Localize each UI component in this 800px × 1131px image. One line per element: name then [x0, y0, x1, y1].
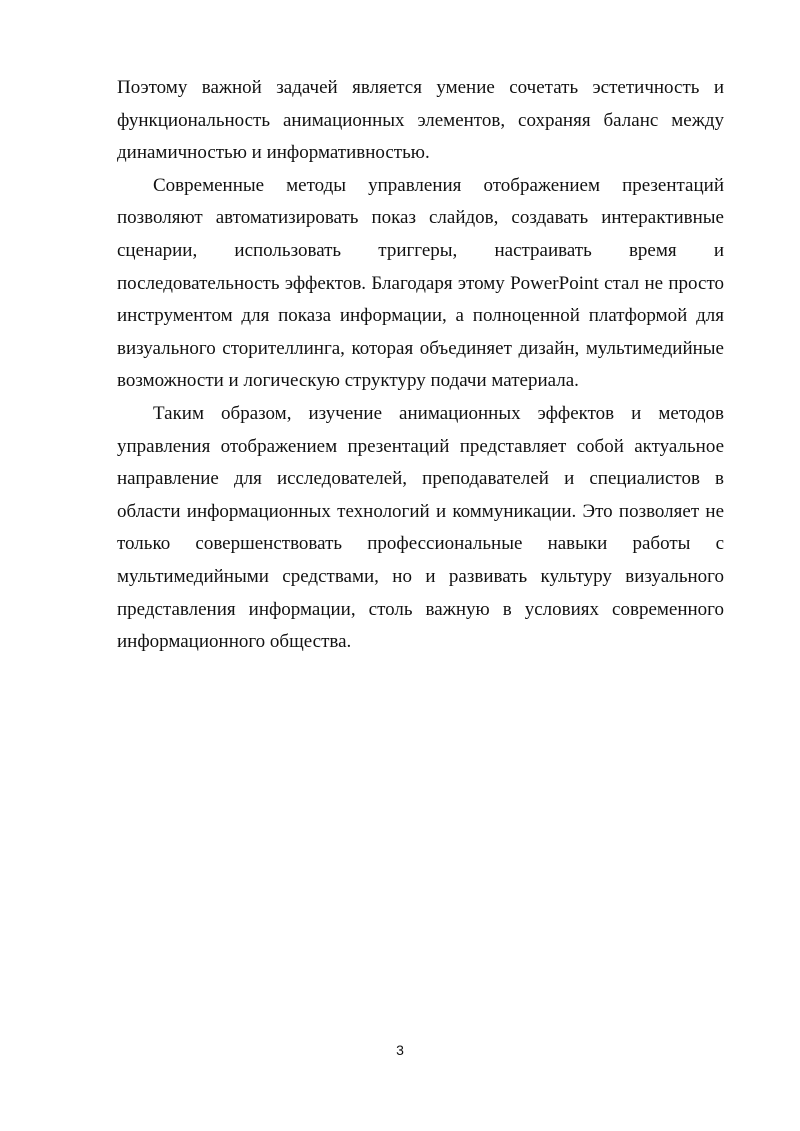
paragraph-1: Поэтому важной задачей является умение сочетать эстетичность и функциональность анимационных элементов, сохраняя баланс между динамичностью и информативностью. — [117, 77, 724, 164]
paragraph-3: Таким образом, изучение анимационных эффектов и методов управления отображением презентаций представляет собой актуальное направление для исследователей, преподавателей и специалистов в области информационных технологий и коммуникации. Это позволяет не только совершенствовать профессиональные навыки работы с мультимедийными средствами, но и развивать культуру визуального представления информации, столь важную в условиях современного информационного общества. — [117, 402, 724, 653]
page-number: 3 — [396, 1042, 404, 1058]
document-body — [117, 72, 724, 659]
paragraph-2: Современные методы управления отображением презентаций позволяют автоматизировать показ слайдов, создавать интерактивные сценарии, использовать триггеры, настраивать время и последовательность эффектов. Благодаря этому PowerPoint стал не просто инструментом для показа информации, а полноценной платформой для визуального сторителлинга, которая объединяет дизайн, мультимедийные возможности и логическую структуру подачи материала. — [117, 174, 724, 392]
